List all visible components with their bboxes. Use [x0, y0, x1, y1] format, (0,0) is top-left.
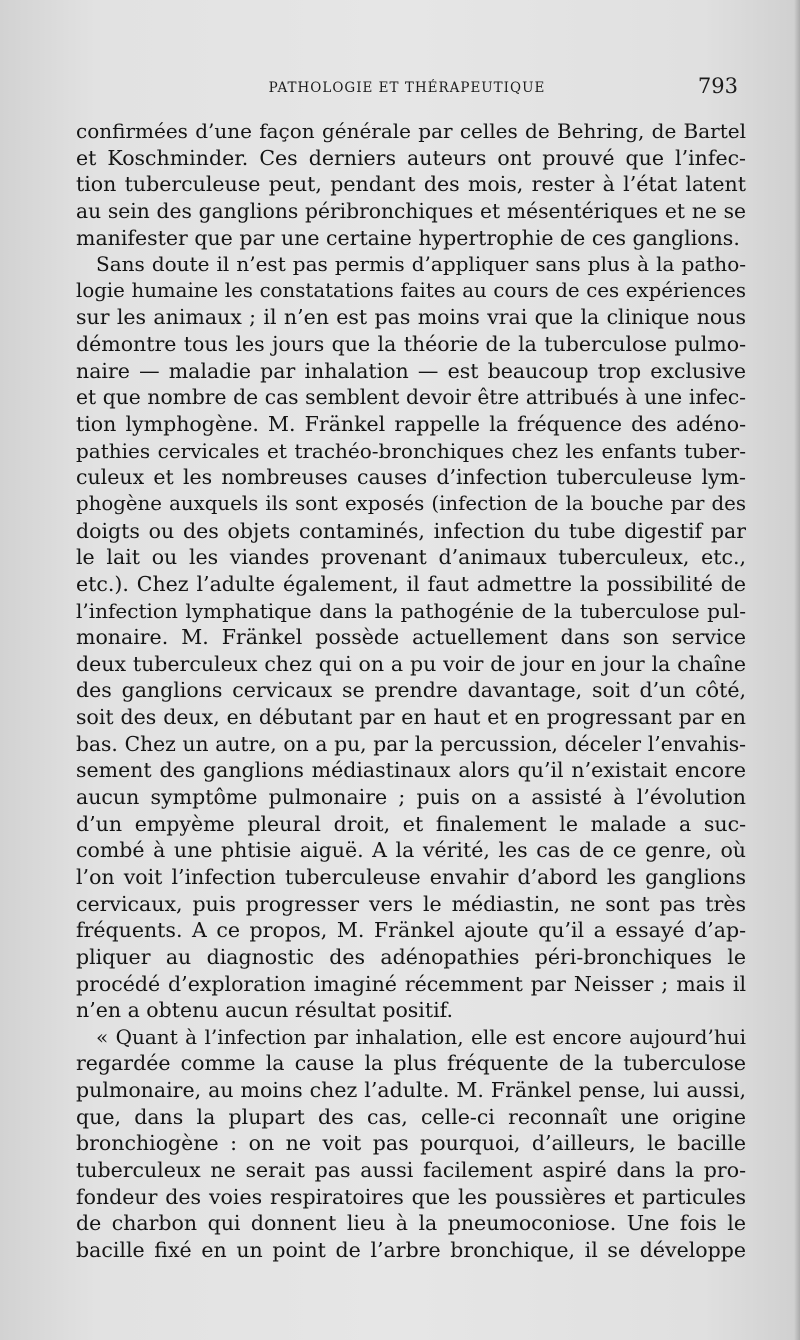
- text-line: regardée comme la cause la plus fréquente de la tuberculose: [76, 1051, 746, 1076]
- text-line: et Koschminder. Ces derniers auteurs ont prouvé que l’infec-: [76, 145, 746, 170]
- body-text: [76, 118, 746, 1264]
- text-line: l’on voit l’infection tuberculeuse envahir d’abord les ganglions: [76, 864, 746, 889]
- text-line: doigts ou des objets contaminés, infection du tube digestif par: [76, 518, 746, 543]
- text-line: des ganglions cervicaux se prendre davantage, soit d’un côté,: [76, 678, 746, 703]
- page-header: [76, 74, 738, 102]
- text-line: n’en a obtenu aucun résultat positif.: [76, 998, 454, 1023]
- text-line: pathies cervicales et trachéo-bronchiques chez les enfants tuber-: [76, 438, 746, 463]
- text-line: que, dans la plupart des cas, celle-ci reconnaît une origine: [76, 1104, 746, 1129]
- text-line: naire — maladie par inhalation — est beaucoup trop exclusive: [76, 358, 746, 383]
- text-line: etc.). Chez l’adulte également, il faut admettre la possibilité de: [76, 571, 746, 596]
- text-line: d’un empyème pleural droit, et finalement le malade a suc-: [76, 811, 746, 836]
- text-line: tuberculeux ne serait pas aussi facilement aspiré dans la pro-: [76, 1157, 746, 1182]
- text-line: de charbon qui donnent lieu à la pneumoconiose. Une fois le: [76, 1211, 746, 1236]
- text-line: l’infection lymphatique dans la pathogénie de la tuberculose pul-: [76, 598, 746, 623]
- page-number: 793: [697, 74, 738, 98]
- text-line: sur les animaux ; il n’en est pas moins vrai que la clinique nous: [76, 305, 746, 330]
- text-line: deux tuberculeux chez qui on a pu voir de jour en jour la chaîne: [76, 651, 746, 676]
- text-line: aucun symptôme pulmonaire ; puis on a assisté à l’évolution: [76, 785, 746, 810]
- text-line: tion tuberculeuse peut, pendant des mois, rester à l’état latent: [76, 172, 746, 197]
- text-line: pliquer au diagnostic des adénopathies péri-bronchiques le: [76, 944, 746, 969]
- text-line: démontre tous les jours que la théorie de la tuberculose pulmo-: [76, 332, 746, 357]
- text-line: Sans doute il n’est pas permis d’appliquer sans plus à la patho-: [96, 252, 746, 277]
- text-line: « Quant à l’infection par inhalation, elle est encore aujourd’hui: [96, 1024, 746, 1049]
- text-line: bronchiogène : on ne voit pas pourquoi, d’ailleurs, le bacille: [76, 1131, 746, 1156]
- text-line: cervicaux, puis progresser vers le médiastin, ne sont pas très: [76, 891, 746, 916]
- text-line: tion lymphogène. M. Fränkel rappelle la fréquence des adéno-: [76, 412, 746, 437]
- text-line: et que nombre de cas semblent devoir être attribués à une infec-: [76, 385, 746, 410]
- text-line: soit des deux, en débutant par en haut et en progressant par en: [76, 705, 746, 730]
- text-line: procédé d’exploration imaginé récemment par Neisser ; mais il: [76, 971, 746, 996]
- text-line: manifester que par une certaine hypertrophie de ces ganglions.: [76, 225, 740, 250]
- text-line: bas. Chez un autre, on a pu, par la percussion, déceler l’envahis-: [76, 731, 746, 756]
- running-title: PATHOLOGIE ET THÉRAPEUTIQUE: [268, 80, 546, 96]
- text-line: fondeur des voies respiratoires que les poussières et particules: [76, 1184, 746, 1209]
- text-line: pulmonaire, au moins chez l’adulte. M. Fränkel pense, lui aussi,: [76, 1078, 746, 1103]
- text-line: phogène auxquels ils sont exposés (infection de la bouche par des: [76, 491, 746, 515]
- text-line: bacille fixé en un point de l’arbre bronchique, il se développe: [76, 1237, 746, 1262]
- text-line: au sein des ganglions péribronchiques et mésentériques et ne se: [76, 198, 746, 223]
- text-line: fréquents. A ce propos, M. Fränkel ajoute qu’il a essayé d’ap-: [76, 918, 746, 943]
- text-line: sement des ganglions médiastinaux alors qu’il n’existait encore: [76, 758, 746, 783]
- text-line: logie humaine les constatations faites au cours de ces expériences: [76, 278, 746, 302]
- text-line: combé à une phtisie aiguë. A la vérité, les cas de ce genre, où: [76, 838, 746, 863]
- text-line: confirmées d’une façon générale par celles de Behring, de Bartel: [76, 119, 746, 143]
- text-line: monaire. M. Fränkel possède actuellement dans son service: [76, 625, 746, 650]
- text-line: culeux et les nombreuses causes d’infection tuberculeuse lym-: [76, 465, 746, 490]
- text-line: le lait ou les viandes provenant d’animaux tuberculeux, etc.,: [76, 545, 746, 570]
